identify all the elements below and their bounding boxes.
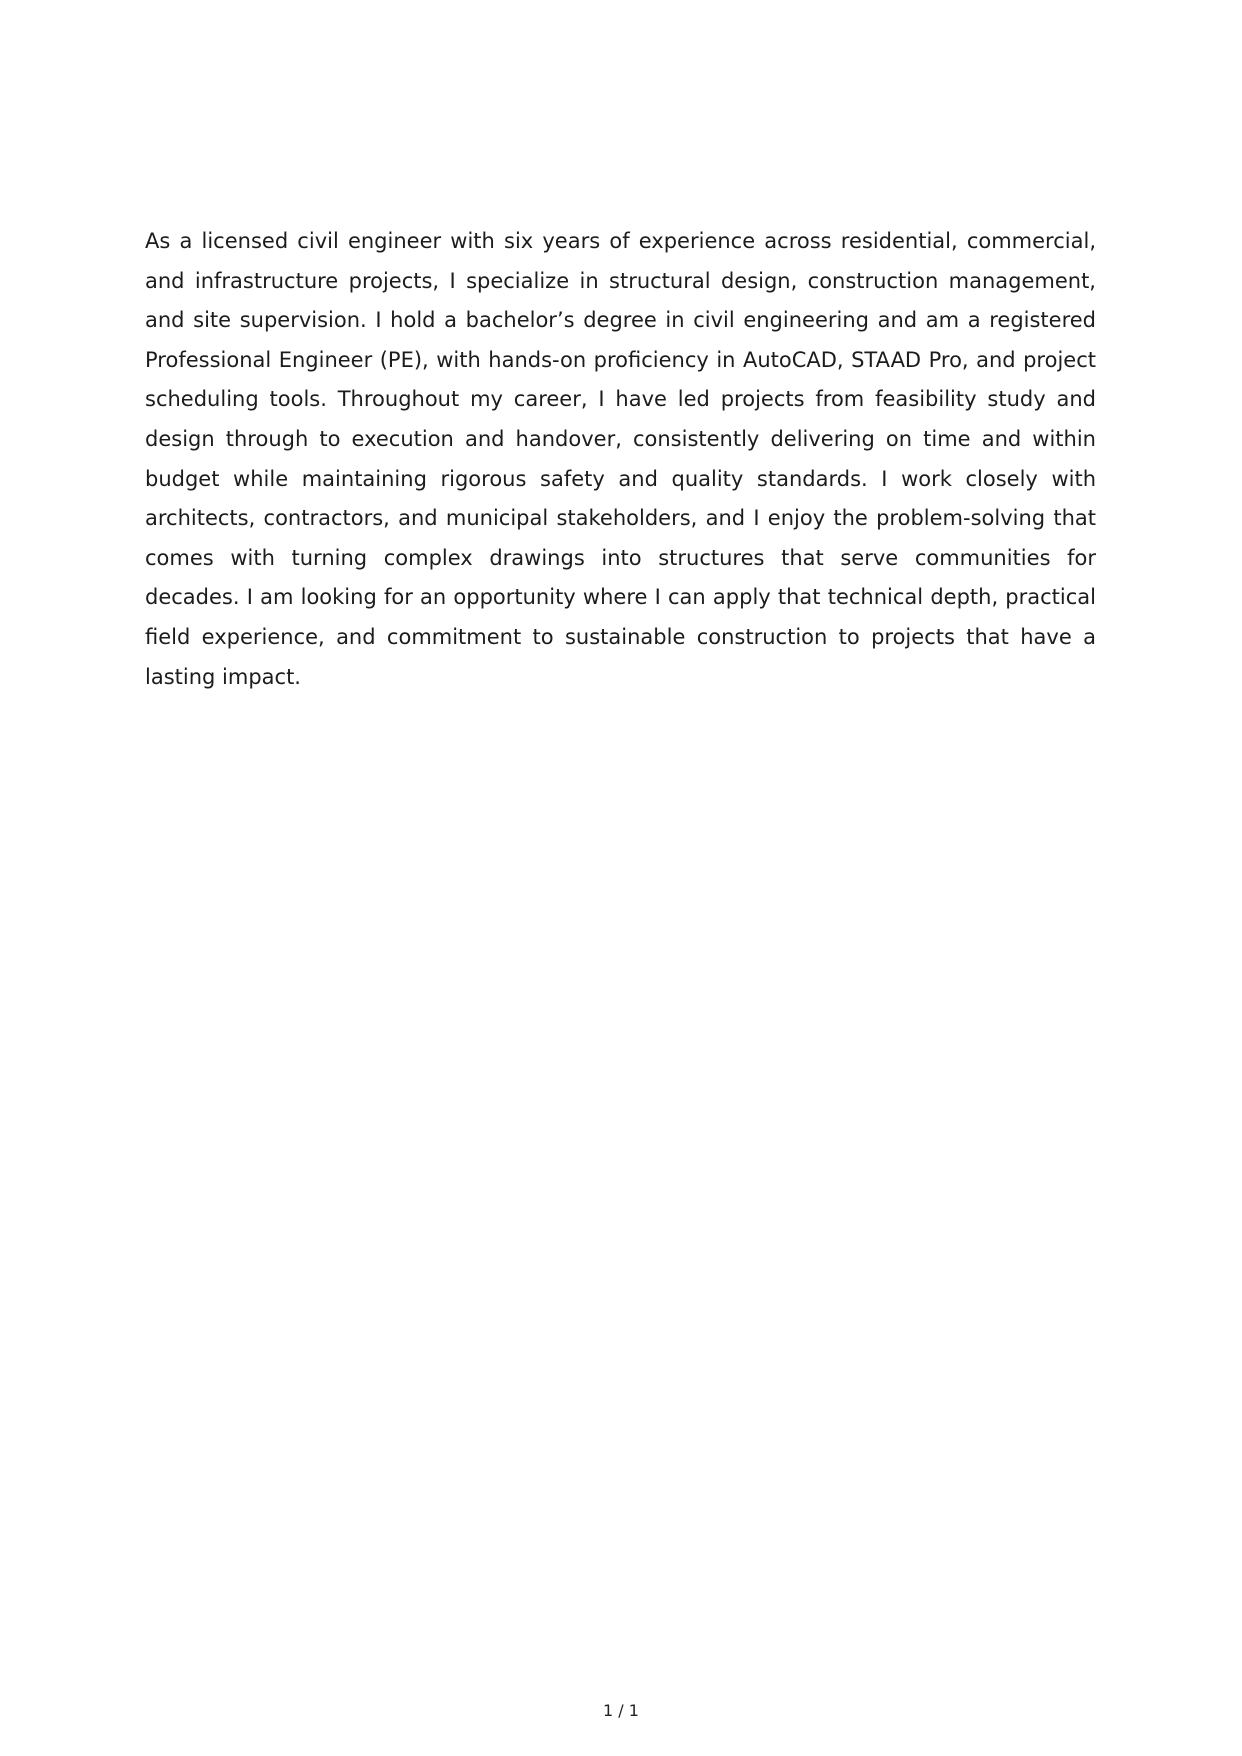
body-paragraph: As a licensed civil engineer with six years of experience across residential, commercial, and infrastructure projects, I specialize in structural design, construction management, and site supervision. I hold a bachelor’s degree in civil engineering and am a registered Professional Engineer (PE), with hands-on proficiency in AutoCAD, STAAD Pro, and project scheduling tools. Throughout my career, I have led projects from feasibility study and design through to execution and handover, consistently delivering on time and within budget while maintaining rigorous safety and quality standards. I work closely with architects, contractors, and municipal stakeholders, and I enjoy the problem-solving that comes with turning complex drawings into structures that serve communities for decades. I am looking for an opportunity where I can apply that technical depth, practical field experience, and commitment to sustainable construction to projects that have a lasting impact. bbox=[145, 229, 1096, 689]
page-number: 1 / 1 bbox=[603, 1701, 639, 1720]
